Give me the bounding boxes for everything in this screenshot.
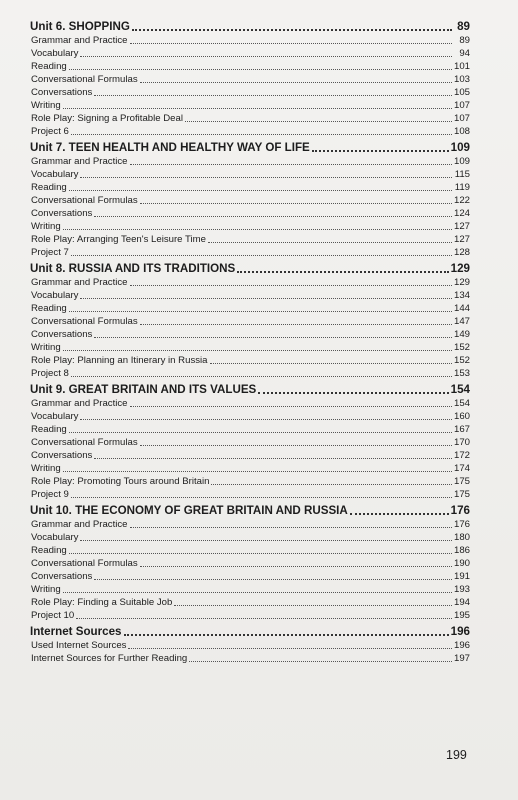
entry-page: 194 [453, 597, 470, 608]
table-of-contents [30, 20, 470, 665]
entry-label: Vocabulary [31, 290, 79, 301]
entry-label: Project 10 [31, 610, 75, 621]
dot-leader [140, 324, 452, 325]
entry-label: Conversational Formulas [31, 558, 138, 569]
toc-entry [30, 462, 470, 475]
unit-title: Unit 9. GREAT BRITAIN AND ITS VALUES [30, 383, 257, 396]
dot-leader [71, 134, 452, 135]
entry-label: Conversations [31, 208, 93, 219]
toc-entry [30, 639, 470, 652]
toc-entry [30, 475, 470, 488]
toc-entry [30, 652, 470, 665]
dot-leader [140, 566, 452, 567]
entry-label: Role Play: Finding a Suitable Job [31, 597, 173, 608]
entry-label: Reading [31, 545, 67, 556]
toc-entry [30, 276, 470, 289]
entry-label: Writing [31, 100, 61, 111]
dot-leader [69, 69, 452, 70]
unit-heading [30, 20, 470, 34]
unit-heading [30, 383, 470, 397]
toc-entry [30, 410, 470, 423]
dot-leader [80, 419, 452, 420]
entry-page: 191 [453, 571, 470, 582]
entry-page: 170 [453, 437, 470, 448]
entry-page: 89 [459, 35, 470, 46]
unit-title: Unit 7. TEEN HEALTH AND HEALTHY WAY OF LIFE [30, 141, 310, 154]
entry-label: Writing [31, 221, 61, 232]
entry-label: Internet Sources for Further Reading [31, 653, 188, 664]
entry-label: Writing [31, 342, 61, 353]
entry-label: Vocabulary [31, 48, 79, 59]
dot-leader [63, 229, 452, 230]
toc-entry [30, 328, 470, 341]
entry-label: Conversational Formulas [31, 74, 138, 85]
toc-entry [30, 246, 470, 259]
dot-leader [94, 216, 452, 217]
entry-page: 134 [453, 290, 470, 301]
entry-page: 153 [453, 368, 470, 379]
entry-label: Conversational Formulas [31, 437, 138, 448]
toc-entry [30, 557, 470, 570]
entry-label: Vocabulary [31, 169, 79, 180]
toc-entry [30, 583, 470, 596]
entry-label: Conversations [31, 87, 93, 98]
dot-leader [312, 150, 449, 152]
entry-page: 103 [453, 74, 470, 85]
entry-label: Reading [31, 424, 67, 435]
toc-entry [30, 436, 470, 449]
entry-label: Reading [31, 61, 67, 72]
entry-label: Used Internet Sources [31, 640, 127, 651]
entry-label: Reading [31, 182, 67, 193]
entry-label: Writing [31, 463, 61, 474]
unit-page: 109 [450, 141, 470, 154]
entry-page: 144 [453, 303, 470, 314]
toc-unit [30, 504, 470, 622]
toc-entry [30, 570, 470, 583]
entry-page: 127 [453, 234, 470, 245]
entry-page: 154 [453, 398, 470, 409]
entry-label: Project 9 [31, 489, 69, 500]
dot-leader [140, 445, 452, 446]
unit-page: 196 [450, 625, 470, 638]
dot-leader [140, 82, 452, 83]
entry-label: Writing [31, 584, 61, 595]
entry-page: 196 [453, 640, 470, 651]
toc-entry [30, 609, 470, 622]
entry-label: Vocabulary [31, 411, 79, 422]
entry-page: 124 [453, 208, 470, 219]
entry-page: 180 [453, 532, 470, 543]
entry-label: Project 8 [31, 368, 69, 379]
entry-label: Conversations [31, 329, 93, 340]
dot-leader [130, 43, 453, 44]
toc-entry [30, 99, 470, 112]
entry-page: 186 [453, 545, 470, 556]
dot-leader [80, 56, 452, 57]
toc-entry [30, 302, 470, 315]
dot-leader [80, 298, 452, 299]
toc-unit [30, 20, 470, 138]
dot-leader [80, 177, 452, 178]
toc-entry [30, 596, 470, 609]
toc-entry [30, 315, 470, 328]
toc-entry [30, 86, 470, 99]
entry-page: 176 [453, 519, 470, 530]
entry-label: Role Play: Promoting Tours around Britain [31, 476, 210, 487]
toc-entry [30, 168, 470, 181]
unit-title: Unit 8. RUSSIA AND ITS TRADITIONS [30, 262, 236, 275]
dot-leader [211, 484, 452, 485]
unit-heading [30, 262, 470, 276]
dot-leader [69, 190, 452, 191]
toc-entry [30, 73, 470, 86]
dot-leader [350, 513, 449, 515]
dot-leader [140, 203, 452, 204]
entry-page: 147 [453, 316, 470, 327]
entry-page: 193 [453, 584, 470, 595]
entry-label: Conversations [31, 571, 93, 582]
dot-leader [69, 311, 452, 312]
entry-page: 175 [453, 489, 470, 500]
unit-title: Unit 10. THE ECONOMY OF GREAT BRITAIN AND RUSSIA [30, 504, 348, 517]
dot-leader [94, 579, 452, 580]
toc-entry [30, 233, 470, 246]
entry-page: 115 [454, 169, 470, 180]
entry-label: Grammar and Practice [31, 156, 128, 167]
entry-label: Reading [31, 303, 67, 314]
dot-leader [80, 540, 452, 541]
toc-unit [30, 262, 470, 380]
toc-entry [30, 60, 470, 73]
dot-leader [124, 634, 449, 636]
entry-label: Role Play: Planning an Itinerary in Russia [31, 355, 208, 366]
toc-entry [30, 354, 470, 367]
toc-entry [30, 220, 470, 233]
entry-label: Grammar and Practice [31, 398, 128, 409]
entry-page: 129 [453, 277, 470, 288]
dot-leader [174, 605, 452, 606]
entry-label: Grammar and Practice [31, 277, 128, 288]
dot-leader [189, 661, 452, 662]
entry-page: 108 [453, 126, 470, 137]
page-number: 199 [446, 748, 467, 762]
unit-heading [30, 504, 470, 518]
entry-label: Grammar and Practice [31, 35, 128, 46]
entry-page: 160 [453, 411, 470, 422]
entry-page: 172 [453, 450, 470, 461]
dot-leader [69, 432, 452, 433]
entry-page: 105 [453, 87, 470, 98]
entry-label: Project 6 [31, 126, 69, 137]
unit-page: 176 [450, 504, 470, 517]
dot-leader [208, 242, 452, 243]
entry-label: Project 7 [31, 247, 69, 258]
toc-entry [30, 112, 470, 125]
toc-entry [30, 518, 470, 531]
unit-page: 154 [450, 383, 470, 396]
entry-page: 107 [453, 100, 470, 111]
unit-heading [30, 141, 470, 155]
entry-page: 127 [453, 221, 470, 232]
entry-label: Grammar and Practice [31, 519, 128, 530]
toc-entry [30, 181, 470, 194]
entry-page: 101 [453, 61, 470, 72]
dot-leader [63, 350, 452, 351]
dot-leader [71, 376, 452, 377]
unit-page: 129 [450, 262, 470, 275]
toc-entry [30, 531, 470, 544]
dot-leader [71, 255, 452, 256]
entry-page: 119 [454, 182, 470, 193]
toc-entry [30, 289, 470, 302]
dot-leader [132, 29, 452, 31]
dot-leader [94, 337, 452, 338]
dot-leader [63, 108, 452, 109]
entry-page: 128 [453, 247, 470, 258]
dot-leader [130, 285, 452, 286]
entry-page: 174 [453, 463, 470, 474]
entry-page: 175 [453, 476, 470, 487]
entry-label: Role Play: Signing a Profitable Deal [31, 113, 183, 124]
toc-entry [30, 544, 470, 557]
dot-leader [94, 95, 452, 96]
toc-unit [30, 625, 470, 665]
entry-page: 197 [453, 653, 470, 664]
dot-leader [258, 392, 448, 394]
dot-leader [130, 406, 452, 407]
dot-leader [63, 592, 452, 593]
toc-entry [30, 125, 470, 138]
toc-entry [30, 341, 470, 354]
entry-label: Conversations [31, 450, 93, 461]
entry-page: 122 [453, 195, 470, 206]
toc-entry [30, 423, 470, 436]
entry-page: 149 [453, 329, 470, 340]
unit-page: 89 [457, 20, 470, 33]
dot-leader [71, 497, 452, 498]
toc-entry [30, 449, 470, 462]
dot-leader [130, 527, 452, 528]
toc-entry [30, 397, 470, 410]
entry-label: Conversational Formulas [31, 316, 138, 327]
toc-entry [30, 367, 470, 380]
toc-unit [30, 383, 470, 501]
dot-leader [210, 363, 452, 364]
toc-unit [30, 141, 470, 259]
dot-leader [237, 271, 448, 273]
entry-label: Vocabulary [31, 532, 79, 543]
toc-entry [30, 194, 470, 207]
dot-leader [69, 553, 452, 554]
unit-title: Unit 6. SHOPPING [30, 20, 130, 33]
entry-page: 109 [453, 156, 470, 167]
toc-entry [30, 34, 470, 47]
entry-page: 152 [453, 355, 470, 366]
toc-entry [30, 207, 470, 220]
entry-page: 190 [453, 558, 470, 569]
dot-leader [128, 648, 452, 649]
entry-page: 94 [459, 48, 470, 59]
toc-entry [30, 488, 470, 501]
toc-entry [30, 155, 470, 168]
toc-entry [30, 47, 470, 60]
entry-page: 167 [453, 424, 470, 435]
dot-leader [185, 121, 452, 122]
entry-label: Role Play: Arranging Teen's Leisure Time [31, 234, 206, 245]
dot-leader [94, 458, 452, 459]
dot-leader [63, 471, 452, 472]
dot-leader [130, 164, 452, 165]
entry-page: 152 [453, 342, 470, 353]
dot-leader [76, 618, 452, 619]
unit-title: Internet Sources [30, 625, 122, 638]
unit-heading [30, 625, 470, 639]
entry-label: Conversational Formulas [31, 195, 138, 206]
entry-page: 107 [453, 113, 470, 124]
entry-page: 195 [453, 610, 470, 621]
